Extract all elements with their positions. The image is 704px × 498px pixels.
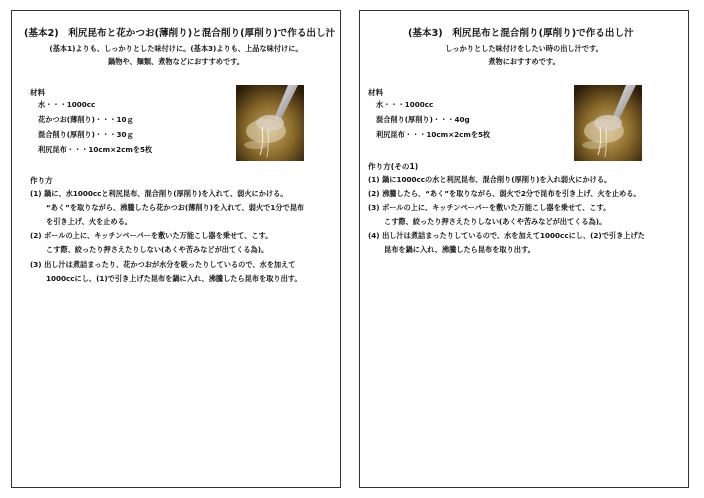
method-step: (3) 出し汁は煮詰まったり、花かつおが水分を吸ったりしているので、水を加えて [30,260,296,269]
ingredient-item: 混合削り(厚削り)・・・30ｇ [38,130,134,139]
method-step: を引き上げ、火を止める。 [46,217,132,226]
method-step: こす際、絞ったり押さえたりしない(あくや苦みなどが出てくる為)。 [46,245,269,254]
recipe-card-basic3 [359,10,689,488]
ingredient-item: 利尻昆布・・・10cm×2cmを5枚 [376,130,491,139]
broth-ladle-photo [574,85,642,161]
recipe-subtitle-line: 煮物におすすめです。 [488,57,560,66]
ingredients-heading: 材料 [368,88,384,97]
recipe-subtitle-line: しっかりとした味付けをしたい時の出し汁です。 [445,44,603,53]
method-step: “あく”を取りながら、沸騰したら花かつお(薄削り)を入れて、弱火で1分で昆布 [46,203,305,212]
method-step: (3) ボールの上に、キッチンペーパーを敷いた万能こし器を乗せて、こす。 [368,203,611,212]
ingredient-item: 花かつお(薄削り)・・・10ｇ [38,115,134,124]
method-step: 1000ccにし、(1)で引き上げた昆布を鍋に入れ、沸騰したら昆布を取り出す。 [46,274,302,283]
method-heading: 作り方 [30,176,53,185]
recipe-card-basic2 [11,10,341,488]
ingredient-item: 水・・・1000cc [376,100,434,109]
ingredient-item: 利尻昆布・・・10cm×2cmを5枚 [38,145,153,154]
ingredient-item: 混合削り(厚削り)・・・40g [376,115,470,124]
recipe-title: (基本3) 利尻昆布と混合削り(厚削り)で作る出し汁 [408,28,634,39]
ingredients-heading: 材料 [30,88,46,97]
method-step: (4) 出し汁は煮詰まったりしているので、水を加えて1000ccにし、(2)で引き上げた [368,231,645,240]
recipe-title: (基本2) 利尻昆布と花かつお(薄削り)と混合削り(厚削り)で作る出し汁 [24,28,336,39]
ingredient-item: 水・・・1000cc [38,100,96,109]
method-step: (1) 鍋に1000ccの水と利尻昆布、混合削り(厚削り)を入れ弱火にかける。 [368,175,612,184]
method-step: こす際、絞ったり押さえたりしない(あくや苦みなどが出てくる為)。 [384,217,607,226]
method-step: 昆布を鍋に入れ、沸騰したら昆布を取り出す。 [384,245,535,254]
broth-ladle-photo [236,85,304,161]
method-heading: 作り方(その1) [368,162,419,171]
method-step: (2) ボールの上に、キッチンペーパーを敷いた万能こし器を乗せて、こす。 [30,231,273,240]
recipe-subtitle-line: (基本1)よりも、しっかりとした味付けに。(基本3)よりも、上品な味付けに。 [49,44,303,53]
recipe-subtitle-line: 鍋物や、麺類、煮物などにおすすめです。 [108,57,244,66]
method-step: (2) 沸騰したら、“あく”を取りながら、弱火で2分で昆布を引き上げ、火を止める。 [368,189,641,198]
method-step: (1) 鍋に、水1000ccと利尻昆布、混合削り(厚削り)を入れて、弱火にかける。 [30,189,288,198]
